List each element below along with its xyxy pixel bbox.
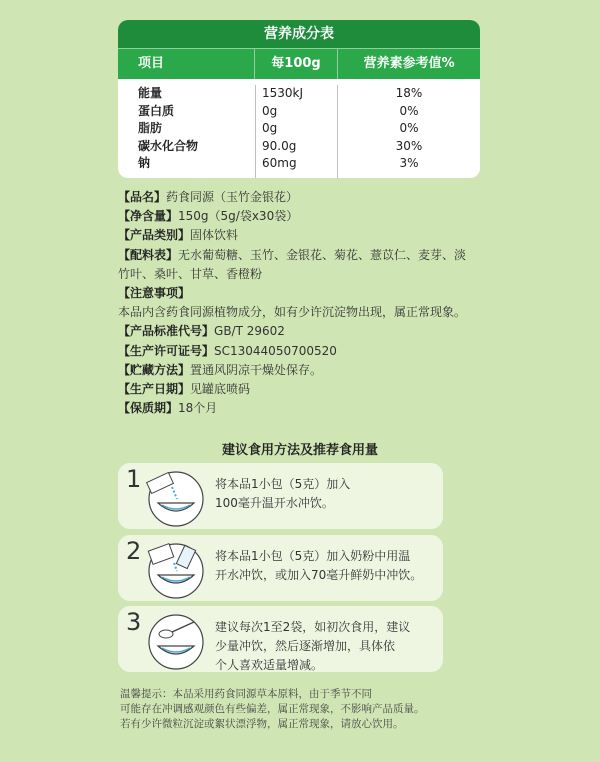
item-sodium: 钠 [138,156,151,170]
step-card-2 [118,535,443,601]
step-number-2: 2 [126,537,142,565]
product-name-label: 【品名】 [118,190,167,204]
category-value: 固体饮料 [190,228,239,243]
item-energy: 能量 [138,86,163,100]
header-item: 项目 [118,49,255,79]
value-energy: 1530kJ [262,86,304,100]
step-1-line-1: 将本品1小包（5克）加入 [215,477,351,491]
nrv-fat: 0% [399,121,419,135]
nrv-protein: 0% [399,103,419,118]
standard-row [118,322,488,341]
milk-pour-icon [144,541,208,599]
standard-value: GB/T 29602 [214,324,285,339]
ingredients-value-2: 竹叶、桑叶、甘草、香橙粉 [118,266,263,281]
ingredients-row [118,246,488,265]
step-card-3 [118,606,443,672]
shelf-life-value: 18个月 [178,401,218,416]
item-column [118,85,255,178]
item-protein: 蛋白质 [138,103,175,118]
step-text-1 [215,475,435,513]
ingredients-value-1: 无水葡萄糖、玉竹、金银花、菊花、薏苡仁、麦芽、淡 [178,247,467,262]
step-3-line-2: 少量冲饮，然后逐渐增加，具体依 [215,639,396,653]
value-sodium: 60mg [262,156,297,170]
tip-line-1: 温馨提示：本品采用药食同源草本原料，由于季节不同 [120,688,372,700]
step-number-1: 1 [126,465,142,493]
production-date-value: 见罐底喷码 [190,382,251,397]
warm-tip [120,687,460,732]
packet-pour-icon [144,469,208,527]
license-label: 【生产许可证号】 [118,343,215,358]
nrv-energy: 18% [395,86,423,100]
net-content-value: 150g（5g/袋x30袋） [178,209,299,224]
step-3-line-3: 个人喜欢适量增减。 [215,658,324,672]
net-content-label: 【净含量】 [118,209,179,224]
nutrition-table [118,20,480,178]
license-value: SC13044050700520 [214,343,337,358]
production-date-label: 【生产日期】 [118,382,191,397]
ingredients-label: 【配料表】 [118,247,179,262]
shelf-life-row [118,399,488,418]
step-card-1 [118,463,443,529]
step-3-line-1: 建议每次1至2袋，如初次食用，建议 [215,620,411,634]
item-carbs: 碳水化合物 [138,138,199,153]
step-2-line-2: 开水冲饮，或加入70毫升鲜奶中冲饮。 [215,568,423,582]
nutrition-header-row [118,48,480,79]
step-2-line-1: 将本品1小包（5克）加入奶粉中用温 [215,549,411,563]
notes-value: 本品内含药食同源植物成分，如有少许沉淀物出现，属正常现象。 [118,305,467,320]
standard-label: 【产品标准代号】 [118,324,215,339]
storage-row [118,361,488,380]
tip-line-3: 若有少许微粒沉淀或絮状漂浮物，属正常现象，请放心饮用。 [120,718,404,730]
production-date-row [118,380,488,399]
storage-label: 【贮藏方法】 [118,362,191,377]
nrv-sodium: 3% [399,156,419,170]
shelf-life-label: 【保质期】 [118,401,179,416]
notes-label: 【注意事项】 [118,286,191,301]
spoon-bowl-icon [144,612,208,670]
tip-line-2: 可能存在冲调感观颜色有些偏差，属正常现象，不影响产品质量。 [120,703,425,715]
step-1-line-2: 100毫升温开水冲饮。 [215,496,334,510]
category-row [118,226,488,245]
header-per100g: 每100g [255,49,339,79]
nrv-carbs: 30% [395,138,423,153]
nrv-column [338,85,480,178]
header-nrv: 营养素参考值% [363,56,455,71]
product-info [118,188,488,418]
product-name-value: 药食同源（玉竹金银花） [166,190,299,204]
net-content-row [118,207,488,226]
notes-label-row [118,284,488,303]
category-label: 【产品类别】 [118,228,191,243]
value-fat: 0g [262,121,278,135]
value-carbs: 90.0g [262,138,297,153]
notes-value-row [118,303,488,322]
nutrition-title: 营养成分表 [118,20,480,48]
item-fat: 脂肪 [138,121,163,135]
product-name-row [118,188,488,207]
storage-value: 置通风阴凉干燥处保存。 [190,362,323,377]
nutrition-body [118,79,480,178]
ingredients-row-2 [118,265,488,284]
step-text-2 [215,547,435,585]
per100g-column [255,85,338,178]
value-protein: 0g [262,103,278,118]
suggestion-title: 建议食用方法及推荐食用量 [221,443,378,458]
step-number-3: 3 [126,608,142,636]
step-text-3 [215,618,435,675]
license-row [118,342,488,361]
